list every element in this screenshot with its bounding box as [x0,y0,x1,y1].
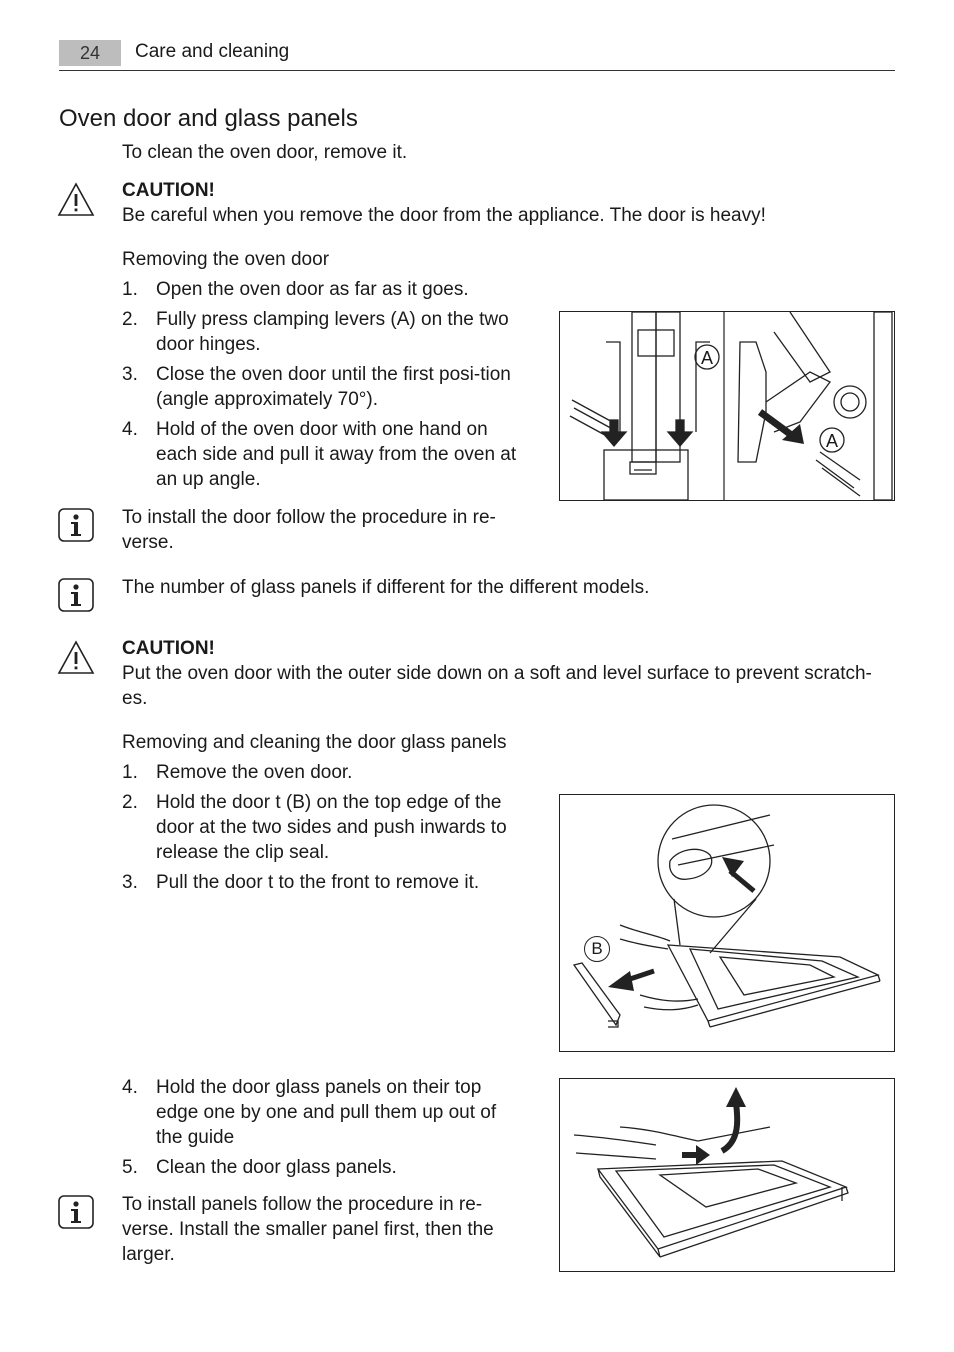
figure-label-a: A [700,348,713,368]
warning-icon [57,640,95,678]
caution-label: CAUTION! [122,180,215,201]
figure-label-a-2: A [825,431,838,451]
info-text: The number of glass panels if different for the different models. [122,577,650,598]
page-number: 24 [59,40,121,66]
list-item: 2. Fully press clamping levers (A) on the two door hinges. [122,309,509,355]
removing-panels-steps [122,760,522,900]
warning-icon [57,182,95,220]
section-title: Oven door and glass panels [59,105,358,132]
subheading-removing-door: Removing the oven door [122,249,330,270]
list-item: 3. Pull the door t to the front to remove it. [122,872,480,893]
info-icon [57,1194,95,1232]
list-item: 4. Hold the door glass panels on their top edge one by one and pull them up out of the guide [122,1077,497,1148]
removing-panels-steps-continued [122,1075,522,1185]
caution-text: Put the oven door with the outer side down on a soft and level surface to prevent scratch-es. [122,663,872,709]
list-item: 5. Clean the door glass panels. [122,1157,397,1178]
door-trim-figure [559,794,895,1052]
info-icon [57,577,95,615]
subheading-removing-panels: Removing and cleaning the door glass panels [122,732,507,753]
list-item: 4. Hold of the oven door with one hand on each side and pull it away from the oven at an up angle. [122,419,517,490]
caution-label: CAUTION! [122,638,215,659]
header-divider [59,70,895,71]
list-item: 1. Open the oven door as far as it goes. [122,279,469,300]
info-icon [57,507,95,545]
hinge-figure [559,311,895,501]
figure-label-b: B [584,936,610,962]
list-item: 1. Remove the oven door. [122,762,353,783]
header-title: Care and cleaning [135,41,290,62]
glass-panel-figure [559,1078,895,1272]
intro-text: To clean the oven door, remove it. [122,142,408,163]
caution-text: Be careful when you remove the door from the appliance. The door is heavy! [122,205,766,226]
removing-door-steps [122,277,517,497]
list-item: 3. Close the oven door until the first posi-tion (angle approximately 70°). [122,364,511,410]
list-item: 2. Hold the door t (B) on the top edge of the door at the two sides and push inwards to release the clip seal. [122,792,507,863]
info-text: To install panels follow the procedure in re-verse. Install the smaller panel first, then the larger. [122,1194,494,1265]
info-text: To install the door follow the procedure in re-verse. [122,507,496,553]
